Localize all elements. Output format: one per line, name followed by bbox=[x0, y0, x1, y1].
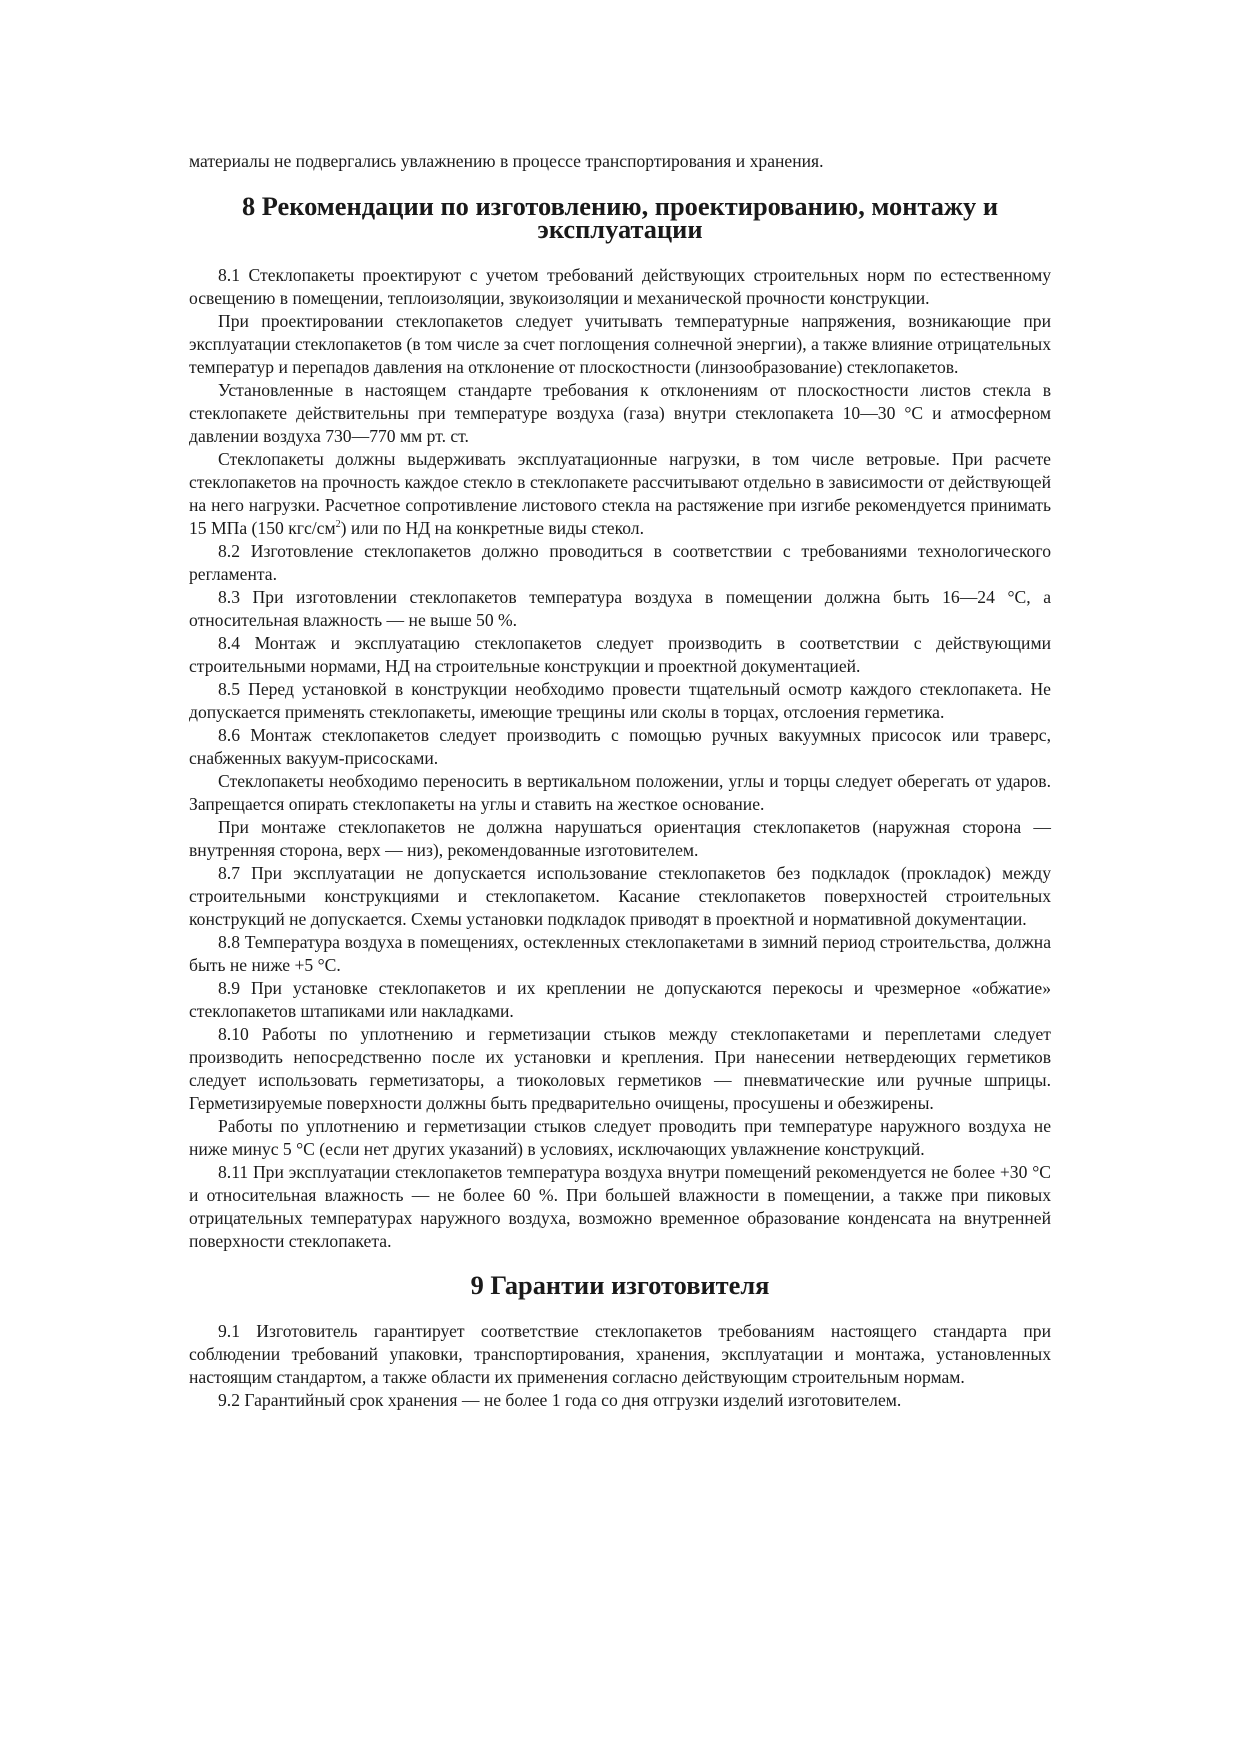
paragraph-sealing-temperature: Работы по уплотнению и герметизации стыков следует проводить при температуре наружного воздуха не ниже минус 5 °С (если нет других указаний) в условиях, исключающих увлажнение конструкций. bbox=[189, 1116, 1051, 1159]
document-page bbox=[189, 150, 1051, 1412]
paragraph-8-7: 8.7 При эксплуатации не допускается использование стеклопакетов без подкладок (прокладок) между строительными конструкциями и стеклопакетом. Касание стеклопакетов поверхностей строительных конструкций не допускается. Схемы установки подкладок приводят в проектной и нормативной документации. bbox=[189, 863, 1051, 929]
paragraph-8-9: 8.9 При установке стеклопакетов и их креплении не допускаются перекосы и чрезмерное «обжатие» стеклопакетов штапиками или накладками. bbox=[189, 978, 1051, 1021]
paragraph-wind-loads-text: Стеклопакеты должны выдерживать эксплуатационные нагрузки, в том числе ветровые. При расчете стеклопакетов на прочность каждое стекло в стеклопакете рассчитывают отдельно в зависимости от действующей на него нагрузки. Расчетное сопротивление листового стекла на растяжение при изгибе рекомендуется принимать 15 МПа (150 кгс/см bbox=[189, 449, 1051, 538]
paragraph-wind-loads bbox=[189, 448, 1051, 540]
paragraph-carrying: Стеклопакеты необходимо переносить в вертикальном положении, углы и торцы следует оберегать от ударов. Запрещается опирать стеклопакеты на углы и ставить на жесткое основание. bbox=[189, 771, 1051, 814]
section-9-heading: 9 Гарантии изготовителя bbox=[470, 1270, 770, 1300]
section-8-heading: 8 Рекомендации по изготовлению, проектированию, монтажу и эксплуатации bbox=[241, 191, 999, 244]
paragraph-8-3: 8.3 При изготовлении стеклопакетов температура воздуха в помещении должна быть 16—24 °С, а относительная влажность — не выше 50 %. bbox=[189, 587, 1051, 630]
paragraph-8-11: 8.11 При эксплуатации стеклопакетов температура воздуха внутри помещений рекомендуется не более +30 °С и относительная влажность — не более 60 %. При большей влажности в помещении, а также при пиковых отрицательных температурах наружного воздуха, возможно временное образование конденсата на внутренней поверхности стеклопакета. bbox=[189, 1162, 1051, 1251]
paragraph-8-2: 8.2 Изготовление стеклопакетов должно проводиться в соответствии с требованиями технологического регламента. bbox=[189, 541, 1051, 584]
paragraph-9-1: 9.1 Изготовитель гарантирует соответствие стеклопакетов требованиям настоящего стандарта при соблюдении требований упаковки, транспортирования, хранения, эксплуатации и монтажа, установленных настоящим стандартом, а также области их применения согласно действующим строительным нормам. bbox=[189, 1321, 1051, 1387]
paragraph-wind-loads-tail: ) или по НД на конкретные виды стекол. bbox=[340, 518, 644, 538]
paragraph-8-5: 8.5 Перед установкой в конструкции необходимо провести тщательный осмотр каждого стеклопакета. Не допускается применять стеклопакеты, имеющие трещины или сколы в торцах, отслоения герметика. bbox=[189, 679, 1051, 722]
paragraph-9-2: 9.2 Гарантийный срок хранения — не более 1 года со дня отгрузки изделий изготовителем. bbox=[218, 1390, 902, 1410]
paragraph-design-stresses: При проектировании стеклопакетов следует учитывать температурные напряжения, возникающие при эксплуатации стеклопакетов (в том числе за счет поглощения солнечной энергии), а также влияние отрицательных температур и перепадов давления на отклонение от плоскостности (линзообразование) стеклопакетов. bbox=[189, 311, 1051, 377]
paragraph-flatness-requirements: Установленные в настоящем стандарте требования к отклонениям от плоскостности листов стекла в стеклопакете действительны при температуре воздуха (газа) внутри стеклопакета 10—30 °С и атмосферном давлении воздуха 730—770 мм рт. ст. bbox=[189, 380, 1051, 446]
paragraph-8-10: 8.10 Работы по уплотнению и герметизации стыков между стеклопакетами и переплетами следует производить непосредственно после их установки и крепления. При нанесении нетвердеющих герметиков следует использовать герметизаторы, а тиоколовых герметиков — пневматические или ручные шприцы. Герметизируемые поверхности должны быть предварительно очищены, просушены и обезжирены. bbox=[189, 1024, 1051, 1113]
paragraph-orientation: При монтаже стеклопакетов не должна нарушаться ориентация стеклопакетов (наружная сторона — внутренняя сторона, верх — низ), рекомендованные изготовителем. bbox=[189, 817, 1051, 860]
intro-line: материалы не подвергались увлажнению в процессе транспортирования и хранения. bbox=[189, 151, 824, 171]
paragraph-8-6: 8.6 Монтаж стеклопакетов следует производить с помощью ручных вакуумных присосок или траверс, снабженных вакуум-присосками. bbox=[189, 725, 1051, 768]
paragraph-8-4: 8.4 Монтаж и эксплуатацию стеклопакетов следует производить в соответствии с действующими строительными нормами, НД на строительные конструкции и проектной документацией. bbox=[189, 633, 1051, 676]
superscript-2: 2 bbox=[335, 519, 341, 531]
paragraph-8-1: 8.1 Стеклопакеты проектируют с учетом требований действующих строительных норм по естественному освещению в помещении, теплоизоляции, звукоизоляции и механической прочности конструкции. bbox=[189, 265, 1051, 308]
paragraph-8-8: 8.8 Температура воздуха в помещениях, остекленных стеклопакетами в зимний период строительства, должна быть не ниже +5 °С. bbox=[189, 932, 1051, 975]
